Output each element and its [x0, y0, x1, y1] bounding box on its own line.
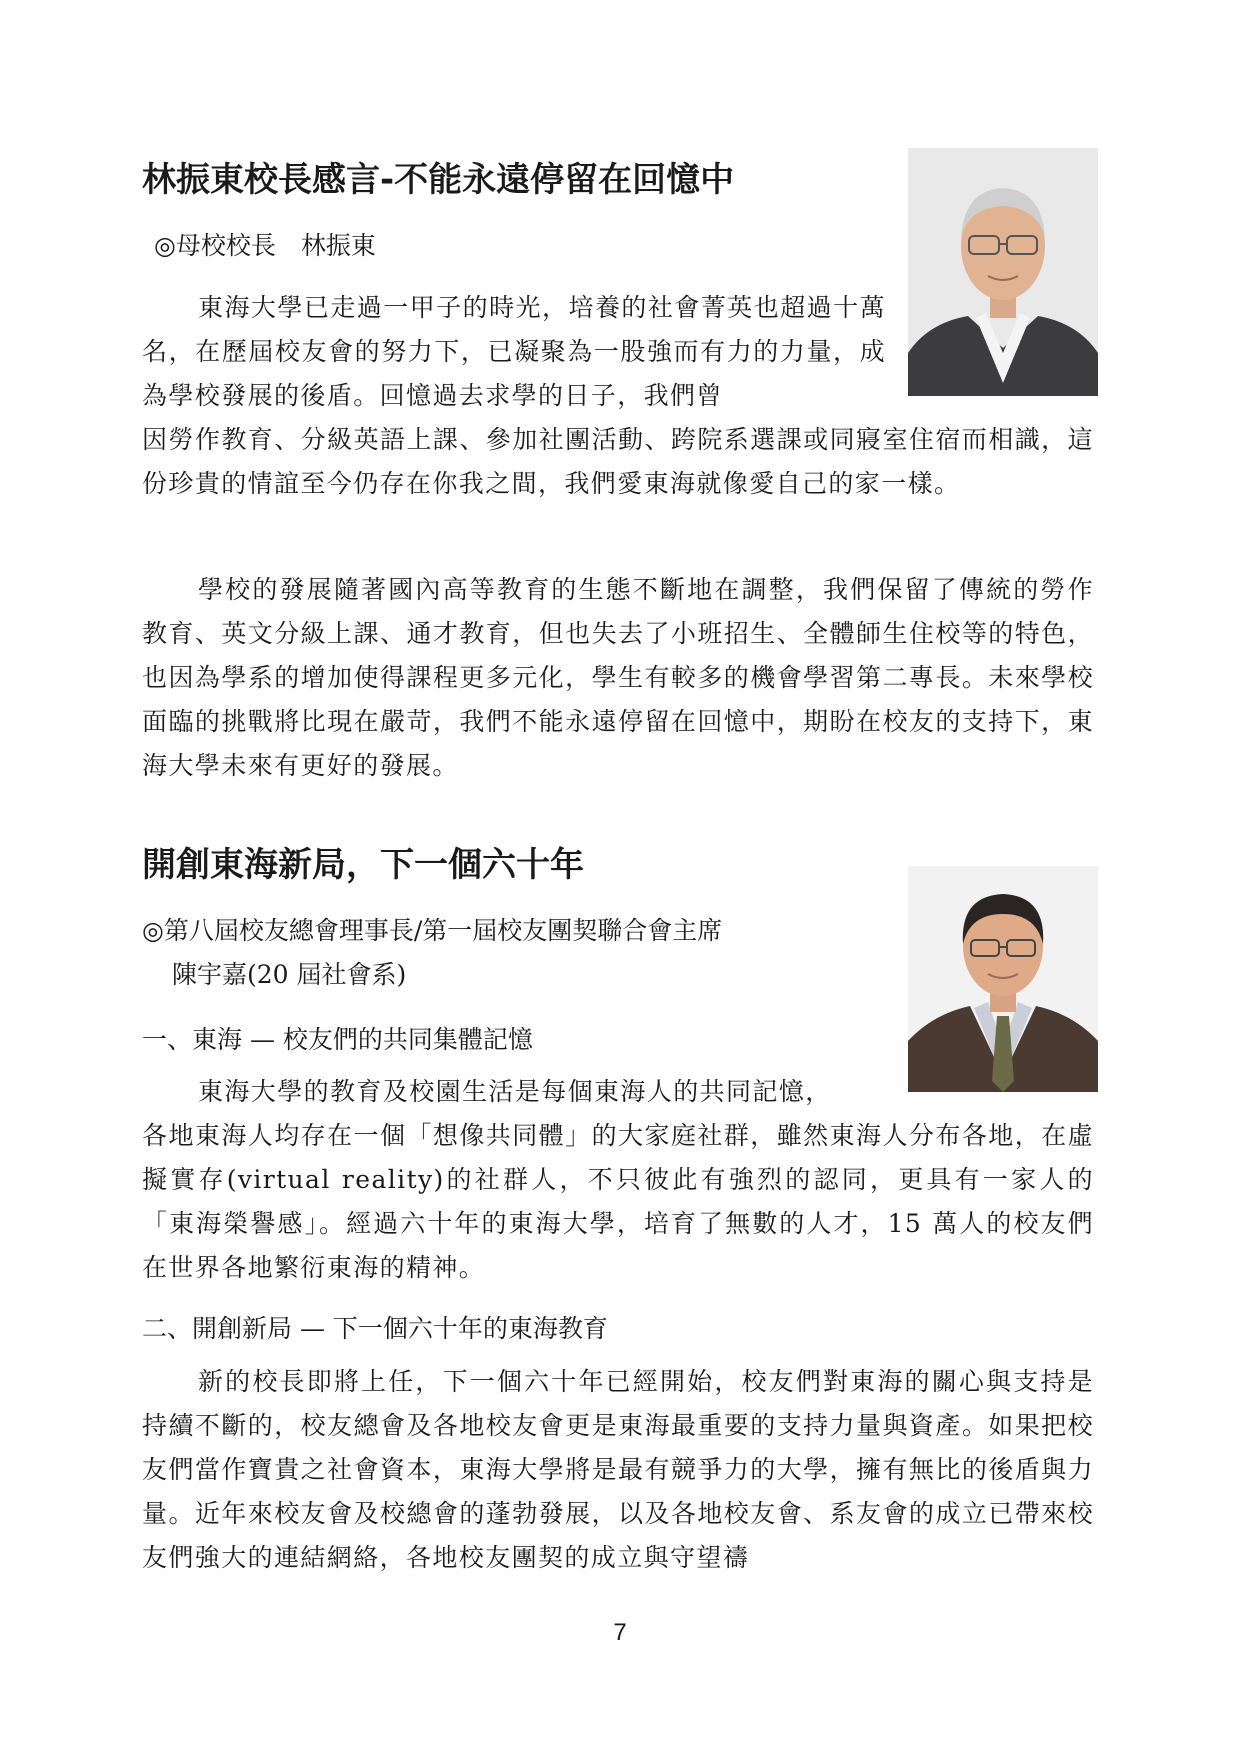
article-1-title: 林振東校長感言-不能永遠停留在回憶中 [142, 160, 735, 200]
article-1-paragraph-3: 學校的發展隨著國內高等教育的生態不斷地在調整，我們保留了傳統的勞作教育、英文分級上課、通才教育，但也失去了小班招生、全體師生住校等的特色，也因為學系的增加使得課程更多元化，學生有較多的機會學習第二專長。未來學校面臨的挑戰將比現在嚴苛，我們不能永遠停留在回憶中，期盼在校友的支持下，東海大學未來有更好的發展。 [142, 575, 1094, 780]
chairman-photo [908, 866, 1098, 1092]
section-2-paragraph: 新的校長即將上任，下一個六十年已經開始，校友們對東海的關心與支持是持續不斷的，校友總會及各地校友會更是東海最重要的支持力量與資產。如果把校友們當作寶貴之社會資本，東海大學將是最有競爭力的大學，擁有無比的後盾與力量。近年來校友會及校總會的蓬勃發展，以及各地校友會、系友會的成立已帶來校友們強大的連結網絡，各地校友團契的成立與守望禱 [142, 1367, 1094, 1572]
section-2-heading: 二、開創新局 — 下一個六十年的東海教育 [142, 1314, 608, 1343]
page-number: 7 [613, 1619, 627, 1646]
section-1-heading: 一、東海 — 校友們的共同集體記憶 [142, 1025, 533, 1054]
article-1-paragraph-1: 東海大學已走過一甲子的時光，培養的社會菁英也超過十萬名，在歷屆校友會的努力下，已凝聚為一股強而有力的力量，成為學校發展的後盾。回憶過去求學的日子，我們曾 [142, 293, 886, 410]
article-1-paragraph-2: 因勞作教育、分級英語上課、參加社團活動、跨院系選課或同寢室住宿而相識，這份珍貴的情誼至今仍存在你我之間，我們愛東海就像愛自己的家一樣。 [142, 425, 1094, 498]
article-1-byline: ◎母校校長 林振東 [154, 231, 376, 260]
section-1-paragraph-start: 東海大學的教育及校園生活是每個東海人的共同記憶， [198, 1077, 832, 1106]
article-2-title: 開創東海新局，下一個六十年 [142, 845, 584, 885]
article-2-byline-line-2: 陳宇嘉(20 屆社會系) [172, 960, 407, 989]
article-2-byline-line-1: ◎第八屆校友總會理事長/第一屆校友團契聯合會主席 [142, 916, 723, 945]
principal-photo [908, 148, 1098, 396]
section-1-paragraph-rest: 各地東海人均存在一個「想像共同體」的大家庭社群，雖然東海人分布各地，在虛擬實存(virtual reality)的社群人，不只彼此有強烈的認同，更具有一家人的「東海榮譽感」。經過六十年的東海大學，培育了無數的人才，15 萬人的校友們在世界各地繁衍東海的精神。 [142, 1121, 1094, 1282]
